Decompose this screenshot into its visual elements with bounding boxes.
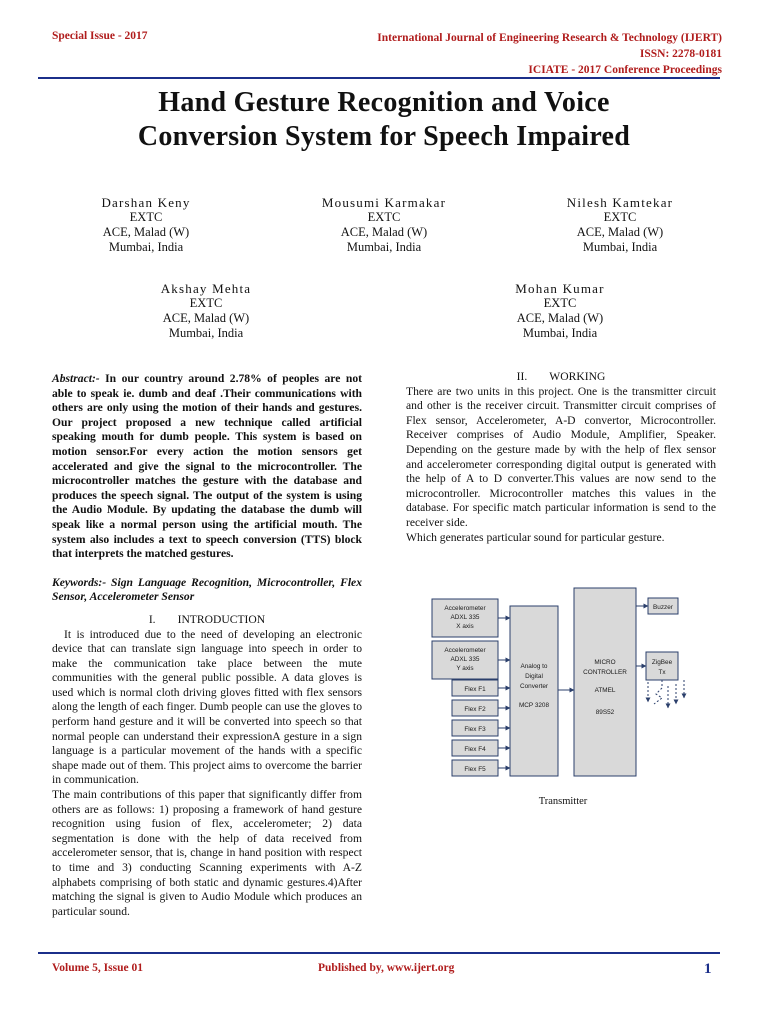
mcu-line-2: CONTROLLER [583, 669, 627, 676]
working-heading-num: II. [516, 370, 528, 383]
intro-heading [52, 613, 362, 628]
header-rule [38, 77, 720, 79]
author-inst: ACE, Malad (W) [516, 311, 604, 325]
abstract-text: In our country around 2.78% of peoples are not able to speak ie. dumb and deaf .Their communications with others are only using the motion of their hands and gestures. Our project proposed a new technique called artificial speaking mouth for dumb people. This system is based on motion sensor.For every action the motion sensors get accelerated and give the signal to the microcontroller. The microcontroller matches the gesture with the database and produces the speech signal. The output of the system is using the Audio Module. By updating the database the dumb will speak like a normal person using the artificial mouth. The system also includes a text to speech conversion (TTS) block that interprets the matched gestures. [52, 372, 362, 561]
keywords-text: Sign Language Recognition, Microcontroller, Flex Sensor, Accelerometer Sensor [52, 575, 362, 604]
accel-x-line-1: Accelerometer [444, 605, 486, 612]
zigbee-line-2: Tx [658, 669, 666, 676]
adc-box [510, 606, 558, 776]
accel-x-line-3: X axis [456, 623, 474, 630]
author-name: Nilesh Kamtekar [566, 195, 674, 210]
author-inst: ACE, Malad (W) [102, 225, 190, 239]
author-dept: EXTC [189, 296, 223, 310]
author-block [46, 195, 246, 255]
flex-f1-label: Flex F1 [464, 686, 486, 693]
author-name: Mousumi Karmakar [321, 195, 447, 210]
abstract-paragraph [52, 372, 362, 562]
adc-line-1: Analog to [520, 663, 548, 670]
flex-f2-label: Flex F2 [464, 706, 486, 713]
author-block [520, 195, 720, 255]
author-loc: Mumbai, India [168, 326, 244, 340]
author-name: Mohan Kumar [515, 281, 605, 296]
adc-line-2: Digital [525, 673, 543, 680]
flex-f4-label: Flex F4 [464, 746, 486, 753]
author-loc: Mumbai, India [582, 240, 658, 254]
author-block [284, 195, 484, 255]
author-name: Akshay Mehta [160, 281, 252, 296]
buzzer-label: Buzzer [653, 604, 673, 611]
author-name: Darshan Keny [101, 195, 191, 210]
author-dept: EXTC [603, 210, 637, 224]
header-special-issue: Special Issue - 2017 [52, 30, 148, 42]
page-number: 1 [704, 961, 712, 977]
footer-publisher: Published by, www.ijert.org [318, 962, 455, 974]
author-dept: EXTC [129, 210, 163, 224]
intro-paragraph-2: The main contributions of this paper that significantly differ from others are as follows: 1) proposing a framework of hand gesture recognition using fusion of flex, accelerometer; 2) data segmentation is done with the help of data received from accelerometer sensor, that is, change in hand position with respect to time and 3) conducting Scanning experiments with A-Z alphabets comprising of both static and dynamic gestures.4)After matching the signal is given to Audio Module which produces an particular sound. [52, 788, 362, 918]
author-dept: EXTC [367, 210, 401, 224]
accel-y-line-1: Accelerometer [444, 647, 486, 654]
footer-volume: Volume 5, Issue 01 [52, 962, 143, 974]
mcu-line-1: MICRO [594, 659, 616, 666]
working-paragraph-2: Which generates particular sound for particular gesture. [406, 530, 665, 544]
author-inst: ACE, Malad (W) [340, 225, 428, 239]
author-inst: ACE, Malad (W) [576, 225, 664, 239]
paper-title [40, 86, 728, 154]
header-proceedings: ICIATE - 2017 Conference Proceedings [528, 64, 722, 76]
accel-y-line-2: ADXL 335 [450, 656, 480, 663]
working-paragraph-1: There are two units in this project. One is the transmitter circuit and other is the receiver circuit. Transmitter circuit comprises of Flex sensor, Accelerometer, A-D convertor, Microcontroller. Receiver comprises of Audio Module, Amplifier, Speaker. Depending on the gesture made by with the help of flex sensor and accelerometer corresponding digital output is generated with the help of A to D converter.This values are now send to the microcontroller. Microcontroller matches this values in the database. For specific match particular information is send to the receiver side. [406, 384, 716, 529]
flex-f5-label: Flex F5 [464, 766, 486, 773]
author-loc: Mumbai, India [522, 326, 598, 340]
left-column [52, 372, 362, 919]
adc-line-4: MCP 3208 [518, 702, 550, 709]
footer-rule [38, 952, 720, 954]
adc-line-3: Converter [519, 683, 549, 690]
transmitter-diagram [428, 584, 718, 784]
mcu-line-3: ATMEL [594, 687, 616, 694]
intro-heading-num: I. [148, 612, 156, 626]
title-line-2: Conversion System for Speech Impaired [137, 121, 631, 152]
accel-y-line-3: Y axis [456, 665, 474, 672]
mcu-line-4: 89S52 [595, 709, 615, 716]
working-heading-text: WORKING [549, 370, 606, 383]
zigbee-line-1: ZigBee [651, 659, 673, 666]
author-inst: ACE, Malad (W) [162, 311, 250, 325]
keywords-label: Keywords:- [52, 575, 107, 589]
author-loc: Mumbai, India [346, 240, 422, 254]
microcontroller-box [574, 588, 636, 776]
header-issn: ISSN: 2278-0181 [639, 48, 722, 60]
header-block [377, 30, 722, 78]
author-loc: Mumbai, India [108, 240, 184, 254]
author-block [460, 281, 660, 341]
author-block [106, 281, 306, 341]
working-heading [406, 370, 716, 385]
accel-x-line-2: ADXL 335 [450, 614, 480, 621]
abstract-label: Abstract:- [52, 372, 100, 385]
author-dept: EXTC [543, 296, 577, 310]
header-journal: International Journal of Engineering Research & Technology (IJERT) [377, 32, 722, 44]
diagram-caption: Transmitter [538, 796, 588, 807]
intro-paragraph-1: It is introduced due to the need of developing an electronic device that can translate sign language into speech in order to make the communication take place between the mute communities with the general public possible. A data gloves is used which is normal cloth driving gloves fitted with flex sensors along the length of each finger. Dumb people can use the gloves to perform hand gesture and it will be converted into speech so that normal people can understand their expressionA gesture in a sign language is a particular movement of the hands with a specific shape made out of them. This project aims to overcome the barrier in communication. [52, 627, 362, 787]
title-line-1: Hand Gesture Recognition and Voice [158, 87, 610, 118]
right-column [406, 370, 716, 545]
flex-f3-label: Flex F3 [464, 726, 486, 733]
intro-heading-text: INTRODUCTION [177, 612, 266, 626]
keywords-paragraph [52, 576, 362, 605]
